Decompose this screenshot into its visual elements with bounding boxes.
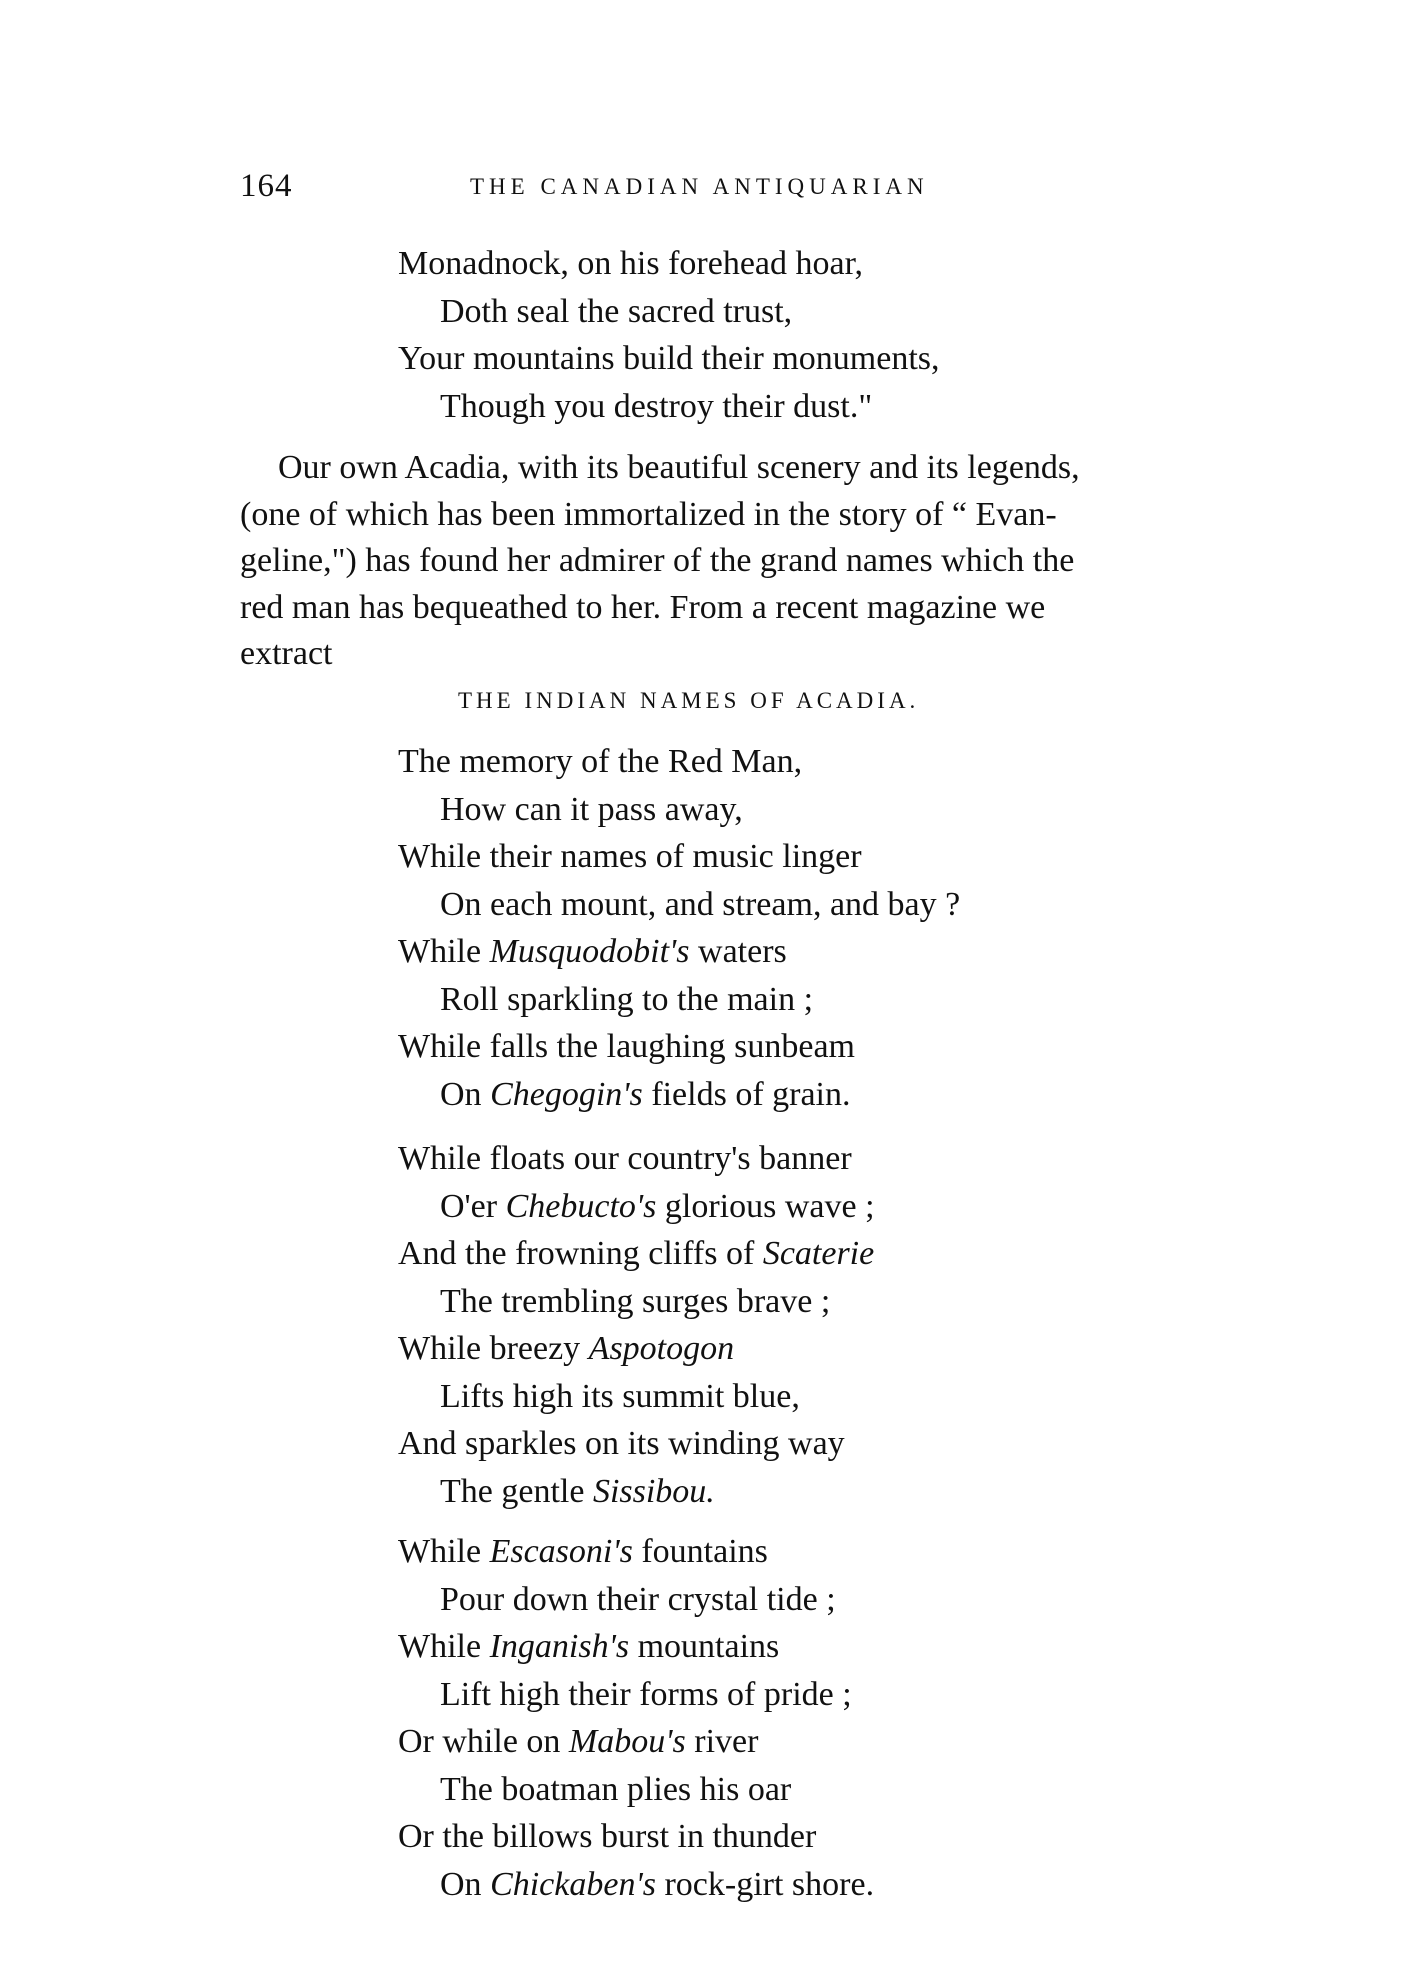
poem-line-text: Lift high their forms of pride ; — [440, 1675, 852, 1713]
poem-line — [398, 738, 960, 786]
poem-line — [398, 1071, 960, 1119]
poem-stanza — [398, 1528, 874, 1908]
place-name: Sissibou. — [592, 1472, 715, 1510]
poem-line-text: On — [440, 1075, 491, 1113]
place-name: Chickaben's — [490, 1865, 656, 1903]
place-name: Chebucto's — [505, 1187, 657, 1225]
poem-line-text: While their names of music linger — [398, 838, 862, 875]
poem-line — [398, 1623, 874, 1671]
poem-line-text: Roll sparkling to the main ; — [440, 980, 814, 1018]
poem-line-text: glorious wave ; — [656, 1187, 875, 1225]
poem-line-text: While breezy — [398, 1330, 589, 1367]
poem-title: THE INDIAN NAMES OF ACADIA. — [458, 688, 920, 713]
poem-line-text: While falls the laughing sunbeam — [398, 1028, 855, 1065]
poem-line-text: waters — [689, 933, 787, 970]
poem-line-text: While — [398, 933, 490, 970]
poem-line-text: Or while on — [398, 1723, 569, 1760]
place-name: Scaterie — [762, 1235, 875, 1272]
poem-line — [398, 1278, 875, 1326]
poem-line-text: Or the billows burst in thunder — [398, 1818, 817, 1855]
poem-line — [398, 976, 960, 1024]
poem-line — [398, 1813, 874, 1861]
poem-line-text: How can it pass away, — [440, 790, 743, 828]
prose-paragraph — [240, 445, 1300, 678]
poem-line-text: rock-girt shore. — [655, 1865, 875, 1903]
place-name: Chegogin's — [490, 1075, 643, 1113]
poem-line — [398, 1183, 875, 1231]
page-header — [240, 168, 1060, 212]
poem-line-text: And the frowning cliffs of — [398, 1235, 763, 1272]
opening-verse — [398, 240, 940, 430]
poem-stanza — [398, 738, 960, 1118]
poem-line-text: Lifts high its summit blue, — [440, 1377, 800, 1415]
poem-line-text: The gentle — [440, 1472, 593, 1510]
poem-line-text: The trembling surges brave ; — [440, 1282, 831, 1320]
poem-line — [398, 1325, 875, 1373]
poem-line-text: fields of grain. — [642, 1075, 851, 1113]
poem-line-text: While floats our country's banner — [398, 1140, 852, 1177]
place-name: Musquodobit's — [489, 933, 690, 970]
page-number: 164 — [240, 168, 293, 204]
prose-line: (one of which has been immortalized in the story of “ Evan- — [240, 495, 1057, 533]
poem-line — [398, 881, 960, 929]
poem-line-text: O'er — [440, 1187, 506, 1225]
poem-line — [398, 833, 960, 881]
poem-line-text: The boatman plies his oar — [440, 1770, 792, 1808]
poem-line-text: fountains — [632, 1533, 768, 1570]
place-name: Inganish's — [489, 1628, 630, 1665]
poem-line — [398, 1135, 875, 1183]
poem-line — [398, 1420, 875, 1468]
poem-line — [398, 1766, 874, 1814]
prose-line: geline,") has found her admirer of the grand names which the — [240, 542, 1075, 579]
poem-line — [398, 928, 960, 976]
poem-line — [398, 1671, 874, 1719]
poem-line — [398, 1468, 875, 1516]
place-name: Aspotogon — [588, 1330, 735, 1367]
poem-line — [398, 1718, 874, 1766]
prose-line: extract — [240, 635, 333, 672]
poem-line — [398, 786, 960, 834]
poem-line-text: river — [685, 1723, 759, 1760]
poem-line — [398, 1861, 874, 1909]
prose-line: red man has bequeathed to her. From a recent magazine we — [240, 588, 1046, 626]
poem-line-text: While — [398, 1533, 490, 1570]
poem-line-text: On — [440, 1865, 491, 1903]
poem-line — [398, 1230, 875, 1278]
poem-line — [398, 1576, 874, 1624]
poem-line-text: While — [398, 1628, 490, 1665]
poem-line-text: On each mount, and stream, and bay ? — [440, 885, 961, 923]
poem-line — [398, 1528, 874, 1576]
poem-line — [398, 1023, 960, 1071]
running-title: THE CANADIAN ANTIQUARIAN — [470, 174, 929, 199]
poem-stanza — [398, 1135, 875, 1515]
poem-line-text: The memory of the Red Man, — [398, 743, 803, 780]
verse-line: Your mountains build their monuments, — [398, 340, 940, 377]
poem-line-text: And sparkles on its winding way — [398, 1425, 845, 1462]
poem-line-text: mountains — [629, 1628, 780, 1665]
poem-line-text: Pour down their crystal tide ; — [440, 1580, 836, 1618]
place-name: Mabou's — [568, 1723, 686, 1760]
place-name: Escasoni's — [489, 1533, 633, 1570]
verse-line: Monadnock, on his forehead hoar, — [398, 245, 864, 282]
prose-line: Our own Acadia, with its beautiful scenery and its legends, — [278, 449, 1080, 486]
verse-line: Doth seal the sacred trust, — [440, 292, 793, 330]
poem-line — [398, 1373, 875, 1421]
verse-line: Though you destroy their dust." — [440, 387, 873, 425]
